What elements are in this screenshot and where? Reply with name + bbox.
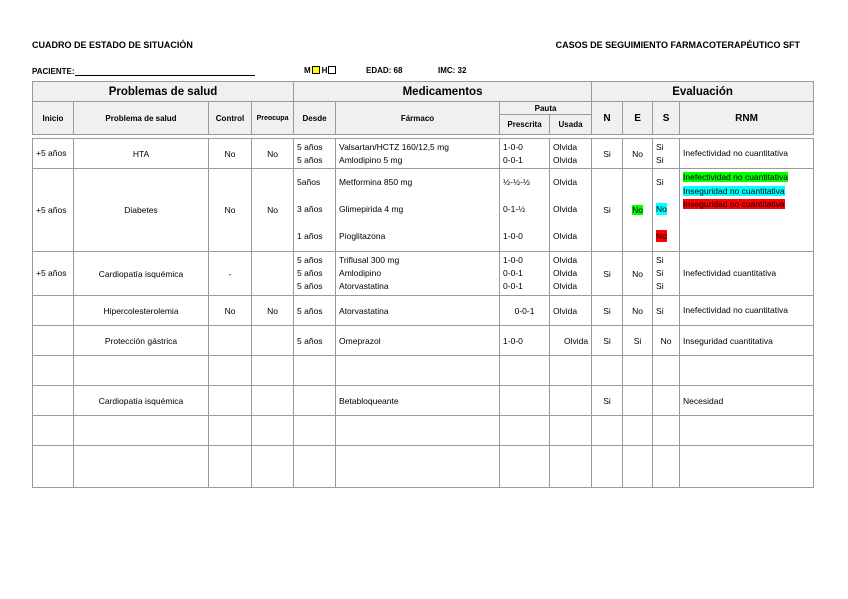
inicio-cell bbox=[33, 296, 74, 326]
desde-cell bbox=[294, 139, 336, 169]
s-cell bbox=[653, 386, 680, 416]
prescrita-line: ½-½-½ bbox=[503, 177, 530, 187]
col-control: Control bbox=[209, 102, 252, 135]
farmaco-line: Valsartan/HCTZ 160/12,5 mg bbox=[339, 141, 449, 152]
rnm-line: Inseguridad no cuantitativa bbox=[683, 199, 785, 209]
rnm-line: Inefectividad no cuantitativa bbox=[683, 172, 788, 182]
desde-cell bbox=[294, 169, 336, 252]
desde-line: 3 años bbox=[297, 204, 323, 214]
prescrita-line: 0-0-1 bbox=[503, 281, 523, 291]
col-problema: Problema de salud bbox=[74, 102, 209, 135]
s-cell bbox=[653, 139, 680, 169]
control-cell: No bbox=[209, 169, 252, 252]
usada-cell bbox=[550, 386, 592, 416]
preocupa-cell bbox=[252, 386, 294, 416]
prescrita-cell: 0-0-1 bbox=[500, 296, 550, 326]
n-cell: Si bbox=[592, 252, 623, 296]
table-row bbox=[33, 416, 814, 446]
table-row bbox=[33, 296, 814, 326]
desde-cell bbox=[294, 252, 336, 296]
control-cell: No bbox=[209, 296, 252, 326]
farmaco-line: Atorvastatina bbox=[339, 281, 389, 291]
desde-line: 5 años bbox=[297, 281, 323, 291]
preocupa-cell: No bbox=[252, 139, 294, 169]
desde-line: 5 años bbox=[297, 154, 323, 165]
farmaco-cell bbox=[336, 252, 500, 296]
col-farmaco: Fármaco bbox=[336, 102, 500, 135]
farmaco-cell bbox=[336, 169, 500, 252]
e-cell: No bbox=[623, 252, 653, 296]
s-line: No bbox=[656, 204, 667, 214]
farmaco-line: Pioglitazona bbox=[339, 231, 386, 241]
n-cell: Si bbox=[592, 139, 623, 169]
usada-line: Olvida bbox=[553, 231, 578, 241]
status-table bbox=[32, 81, 814, 488]
problema-cell: Hipercolesterolemia bbox=[74, 296, 209, 326]
sex-h-label: H bbox=[321, 66, 328, 75]
sex-m-label: M bbox=[304, 66, 311, 75]
problema-cell: HTA bbox=[74, 139, 209, 169]
document-title: CUADRO DE ESTADO DE SITUACIÓN bbox=[32, 40, 193, 50]
section-eval-header: Evaluación bbox=[592, 82, 814, 102]
desde-line: 1 años bbox=[297, 231, 323, 241]
preocupa-cell: No bbox=[252, 296, 294, 326]
s-line: Si bbox=[656, 177, 664, 187]
col-usada: Usada bbox=[550, 115, 592, 135]
patient-info bbox=[32, 64, 812, 78]
s-line: Si bbox=[656, 154, 664, 165]
inicio-cell bbox=[33, 326, 74, 356]
rnm-cell: Inefectividad cuantitativa bbox=[680, 252, 814, 296]
desde-line: 5 años bbox=[297, 268, 323, 278]
prescrita-line: 0-1-½ bbox=[503, 204, 526, 214]
prescrita-cell: 1-0-0 bbox=[500, 326, 550, 356]
s-cell: No bbox=[653, 326, 680, 356]
desde-line: 5años bbox=[297, 177, 321, 187]
s-cell bbox=[653, 169, 680, 252]
problema-cell: Protección gástrica bbox=[74, 326, 209, 356]
e-cell: No bbox=[623, 139, 653, 169]
s-line: Si bbox=[656, 268, 664, 278]
n-cell: Si bbox=[592, 386, 623, 416]
rnm-line: Inseguridad no cuantitativa bbox=[683, 185, 785, 196]
desde-cell bbox=[294, 386, 336, 416]
farmaco-line: Metformina 850 mg bbox=[339, 177, 413, 187]
patient-age: EDAD: 68 bbox=[366, 66, 403, 75]
e-cell bbox=[623, 169, 653, 252]
usada-line: Olvida bbox=[553, 255, 578, 265]
prescrita-cell bbox=[500, 252, 550, 296]
n-cell: Si bbox=[592, 326, 623, 356]
prescrita-line: 1-0-0 bbox=[503, 231, 523, 241]
prescrita-cell bbox=[500, 386, 550, 416]
rnm-cell: Inefectividad no cuantitativa bbox=[680, 139, 814, 169]
problema-cell: Cardiopatía isquémica bbox=[74, 386, 209, 416]
desde-line: 5 años bbox=[297, 141, 323, 152]
prescrita-line: 0-0-1 bbox=[503, 154, 523, 165]
rnm-cell: Inefectividad no cuantitativa bbox=[680, 296, 814, 326]
preocupa-cell bbox=[252, 252, 294, 296]
s-cell bbox=[653, 252, 680, 296]
col-preocupa: Preocupa bbox=[252, 102, 294, 135]
control-cell bbox=[209, 386, 252, 416]
section-problems-header: Problemas de salud bbox=[33, 82, 294, 102]
usada-line: Olvida bbox=[553, 141, 578, 152]
rnm-cell bbox=[680, 169, 814, 252]
prescrita-line: 1-0-0 bbox=[503, 141, 523, 152]
preocupa-cell: No bbox=[252, 169, 294, 252]
table-row bbox=[33, 446, 814, 488]
usada-line: Olvida bbox=[553, 154, 578, 165]
prescrita-line: 0-0-1 bbox=[503, 268, 523, 278]
usada-cell bbox=[550, 169, 592, 252]
s-line: No bbox=[656, 231, 667, 241]
patient-label: PACIENTE: bbox=[32, 67, 75, 76]
preocupa-cell bbox=[252, 326, 294, 356]
farmaco-line: Amlodipino bbox=[339, 268, 382, 278]
usada-line: Olvida bbox=[553, 177, 578, 187]
rnm-cell: Necesidad bbox=[680, 386, 814, 416]
desde-cell: 5 años bbox=[294, 296, 336, 326]
usada-cell: Olvida bbox=[550, 296, 592, 326]
inicio-cell: +5 años bbox=[33, 139, 74, 169]
col-pauta: Pauta bbox=[500, 102, 592, 115]
col-inicio: Inicio bbox=[33, 102, 74, 135]
n-cell: Si bbox=[592, 296, 623, 326]
desde-line: 5 años bbox=[297, 255, 323, 265]
section-meds-header: Medicamentos bbox=[294, 82, 592, 102]
e-value-highlight: No bbox=[632, 205, 643, 215]
usada-cell: Olvida bbox=[550, 326, 592, 356]
col-desde: Desde bbox=[294, 102, 336, 135]
n-cell: Si bbox=[592, 169, 623, 252]
col-rnm: RNM bbox=[680, 102, 814, 135]
prescrita-cell bbox=[500, 139, 550, 169]
col-prescrita: Prescrita bbox=[500, 115, 550, 135]
document-subtitle: CASOS DE SEGUIMIENTO FARMACOTERAPÉUTICO SFT bbox=[555, 40, 800, 50]
usada-cell bbox=[550, 139, 592, 169]
table-row bbox=[33, 326, 814, 356]
control-cell: No bbox=[209, 139, 252, 169]
e-cell: No bbox=[623, 296, 653, 326]
control-cell bbox=[209, 326, 252, 356]
farmaco-cell: Omeprazol bbox=[336, 326, 500, 356]
e-cell bbox=[623, 386, 653, 416]
e-cell: Si bbox=[623, 326, 653, 356]
rnm-cell: Inseguridad cuantitativa bbox=[680, 326, 814, 356]
sex-h-checkbox[interactable] bbox=[328, 66, 336, 74]
table-row bbox=[33, 252, 814, 296]
desde-cell: 5 años bbox=[294, 326, 336, 356]
patient-name-field[interactable] bbox=[75, 66, 255, 76]
s-line: Si bbox=[656, 141, 664, 152]
usada-cell bbox=[550, 252, 592, 296]
s-line: Si bbox=[656, 281, 664, 291]
farmaco-line: Triflusal 300 mg bbox=[339, 255, 400, 265]
table-row bbox=[33, 386, 814, 416]
inicio-cell bbox=[33, 386, 74, 416]
usada-line: Olvida bbox=[553, 281, 578, 291]
farmaco-cell: Atorvastatina bbox=[336, 296, 500, 326]
prescrita-cell bbox=[500, 169, 550, 252]
inicio-cell: +5 años bbox=[33, 252, 74, 296]
patient-label-group bbox=[32, 66, 255, 76]
farmaco-cell: Betabloqueante bbox=[336, 386, 500, 416]
sex-selector bbox=[304, 66, 338, 75]
col-e: E bbox=[623, 102, 653, 135]
s-line: Si bbox=[656, 255, 664, 265]
patient-bmi: IMC: 32 bbox=[438, 66, 467, 75]
problema-cell: Cardiopatía isquémica bbox=[74, 252, 209, 296]
farmaco-cell bbox=[336, 139, 500, 169]
sex-m-checkbox[interactable] bbox=[312, 66, 320, 74]
problema-cell: Diabetes bbox=[74, 169, 209, 252]
table-row bbox=[33, 139, 814, 169]
farmaco-line: Amlodipino 5 mg bbox=[339, 154, 403, 165]
usada-line: Olvida bbox=[553, 204, 578, 214]
farmaco-line: Glimepirida 4 mg bbox=[339, 204, 404, 214]
prescrita-line: 1-0-0 bbox=[503, 255, 523, 265]
usada-line: Olvida bbox=[553, 268, 578, 278]
table-row bbox=[33, 169, 814, 252]
table-row bbox=[33, 356, 814, 386]
col-n: N bbox=[592, 102, 623, 135]
col-s: S bbox=[653, 102, 680, 135]
inicio-cell: +5 años bbox=[33, 169, 74, 252]
s-cell: Si bbox=[653, 296, 680, 326]
control-cell: - bbox=[209, 252, 252, 296]
